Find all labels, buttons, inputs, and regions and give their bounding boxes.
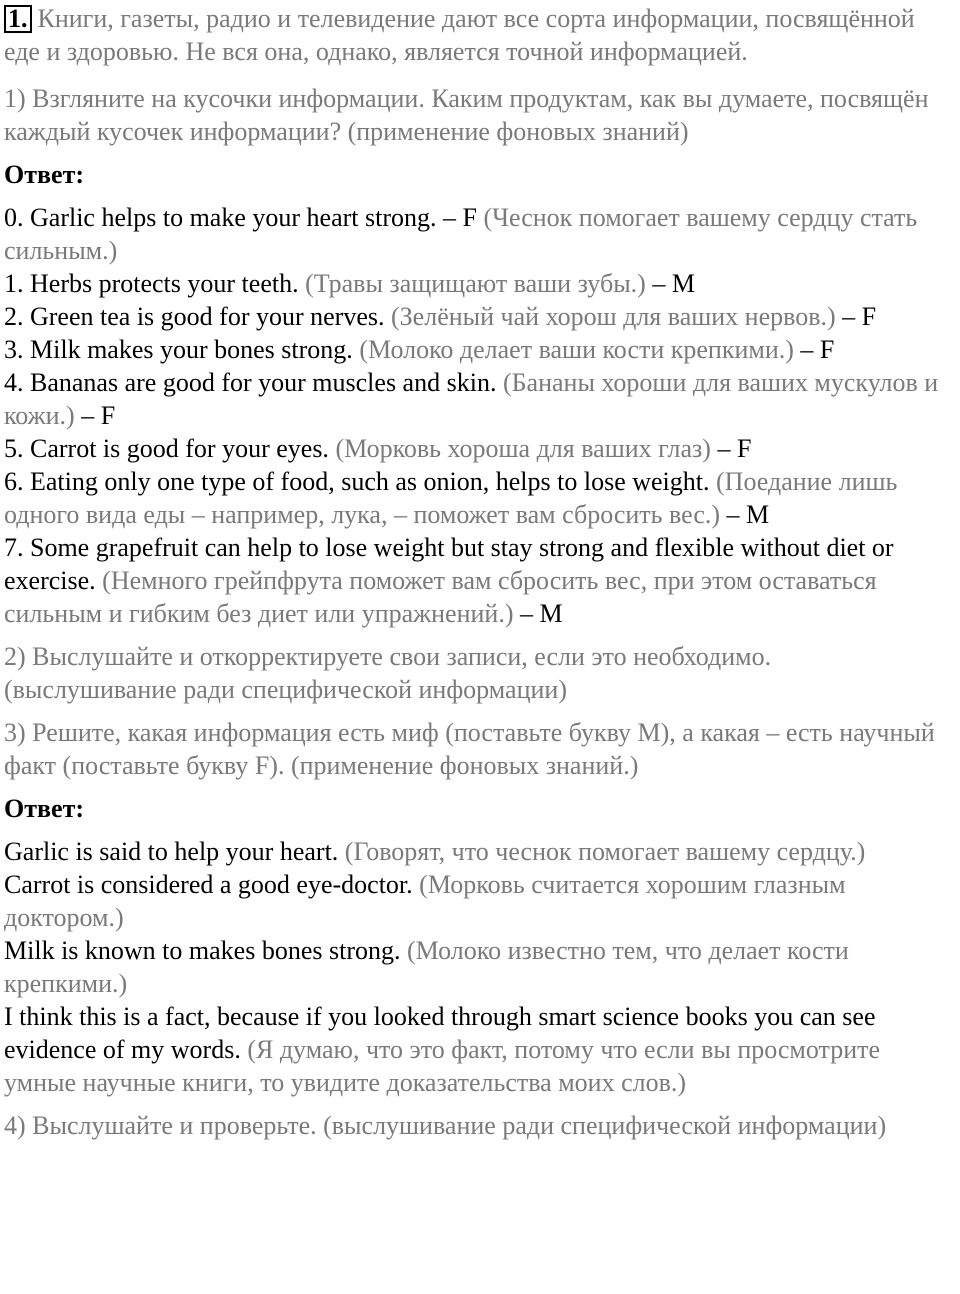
answer-label-2: Ответ: [4, 794, 85, 823]
task-4-instruction: 4) Выслушайте и проверьте. (выслушивание ради специфической информации) [4, 1111, 887, 1140]
task-1-instruction: 1) Взгляните на кусочки информации. Каким продуктам, как вы думаете, посвящён каждый кусочек информации? (применение фоновых знаний) [4, 84, 929, 146]
exercise-number: 1. [4, 5, 32, 33]
task-3-instruction: 3) Решите, какая информация есть миф (поставьте букву M), а какая – есть научный факт (поставьте букву F). (применение фоновых знаний.) [4, 718, 935, 780]
answer-item-6: 6. Eating only one type of food, such as onion, helps to lose weight. (Поедание лишь одного вида еды – например, лука, – поможет вам сбросить вес.) – M [4, 467, 898, 529]
answer-item-2: 2. Green tea is good for your nerves. (Зелёный чай хорош для ваших нервов.) – F [4, 302, 877, 331]
answer-item-3: 3. Milk makes your bones strong. (Молоко делает ваши кости крепкими.) – F [4, 335, 835, 364]
answer-item-5: 5. Carrot is good for your eyes. (Морковь хороша для ваших глаз) – F [4, 434, 752, 463]
answer-item-7: 7. Some grapefruit can help to lose weight but stay strong and flexible without diet or exercise. (Немного грейпфрута поможет вам сбросить вес, при этом оставаться сильным и гибким без диет или упражнений.) – M [4, 533, 894, 628]
answer3-item-1: Carrot is considered a good eye-doctor. (Морковь считается хорошим глазным доктором.) [4, 870, 846, 932]
answers-1-list [4, 201, 950, 630]
answer3-item-2: Milk is known to makes bones strong. (Молоко известно тем, что делает кости крепкими.) [4, 936, 849, 998]
exercise-intro [4, 2, 950, 68]
answer3-item-0: Garlic is said to help your heart. (Говорят, что чеснок помогает вашему сердцу.) [4, 837, 866, 866]
task-2-instruction: 2) Выслушайте и откорректируете свои записи, если это необходимо. (выслушивание ради специфической информации) [4, 642, 772, 704]
answer3-item-3: I think this is a fact, because if you looked through smart science books you can see evidence of my words. (Я думаю, что это факт, потому что если вы просмотрите умные научные книги, то увидите доказательства моих слов.) [4, 1002, 881, 1097]
answer-label-1: Ответ: [4, 160, 85, 189]
answer-item-1: 1. Herbs protects your teeth. (Травы защищают ваши зубы.) – M [4, 269, 695, 298]
intro-text: Книги, газеты, радио и телевидение дают все сорта информации, посвящённой еде и здоровью. Не вся она, однако, является точной информацией. [4, 4, 915, 66]
answer-item-4: 4. Bananas are good for your muscles and skin. (Бананы хороши для ваших мускулов и кожи.) – F [4, 368, 939, 430]
answers-3-list [4, 835, 950, 1099]
answer-item-0: 0. Garlic helps to make your heart strong. – F (Чеснок помогает вашему сердцу стать сильным.) [4, 203, 918, 265]
